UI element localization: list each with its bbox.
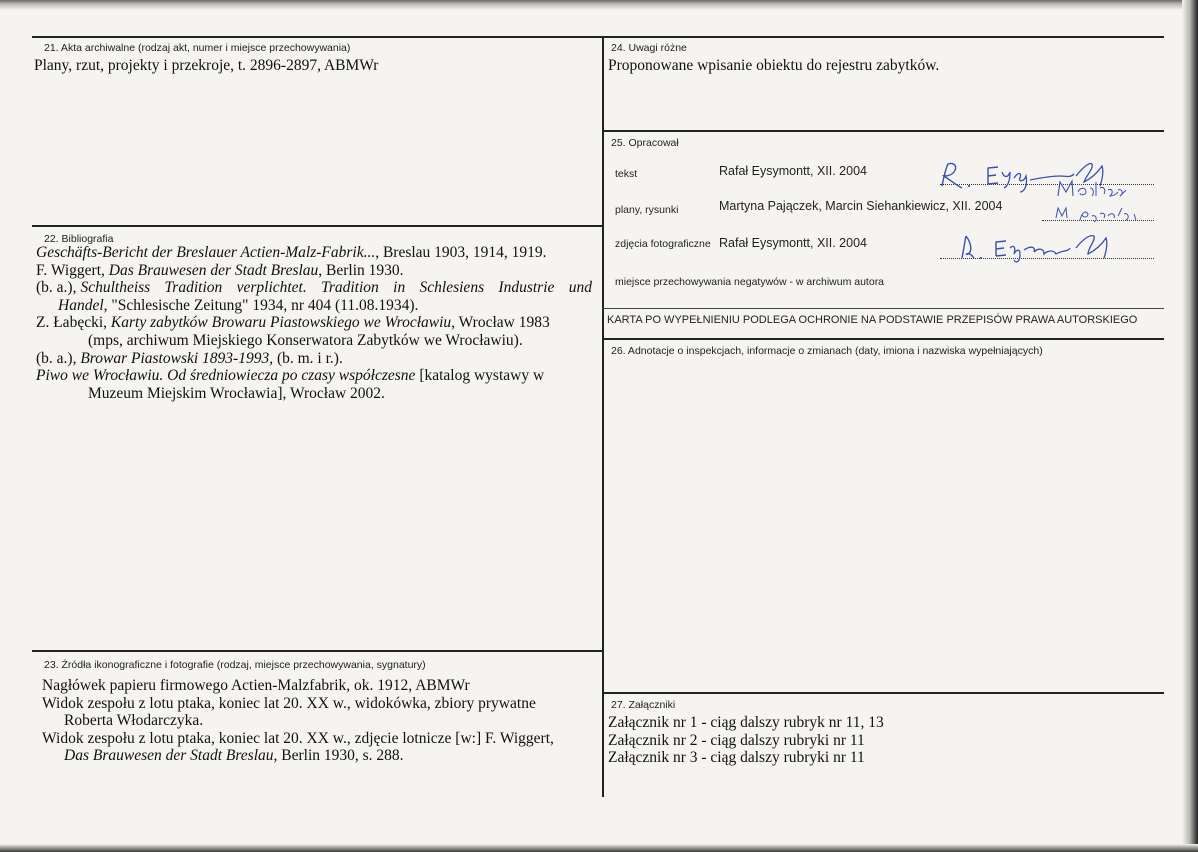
bibliography-entry: (b. a.), Browar Piastowski 1893-1993, (b. m. i r.). bbox=[36, 349, 343, 367]
bibliography-entry: Geschäfts-Bericht der Breslauer Actien-Malz-Fabrik..., Breslau 1903, 1914, 1919. bbox=[36, 244, 547, 261]
attachment-item: Załącznik nr 1 - ciąg dalszy rubryk nr 11, 13 bbox=[608, 714, 884, 731]
plany-value: Martyna Pajączek, Marcin Siehankiewicz, XII. 2004 bbox=[719, 199, 1003, 213]
tekst-value: Rafał Eysymontt, XII. 2004 bbox=[719, 164, 867, 178]
middle-divider bbox=[602, 36, 604, 797]
rule-copyright bbox=[602, 308, 1164, 309]
rule-21-22 bbox=[32, 225, 603, 227]
iconography-entry-cont: Das Brauwesen der Stadt Breslau, Berlin 1930, s. 288. bbox=[64, 747, 404, 765]
rule-22-23 bbox=[32, 650, 603, 652]
section-26-heading: 26. Adnotacje o inspekcjach, informacje o zmianach (daty, imiona i nazwiska wypełniających) bbox=[611, 345, 1043, 357]
section-27-heading: 27. Załączniki bbox=[611, 699, 676, 711]
bibliography-list bbox=[36, 244, 592, 402]
section-21-heading: 21. Akta archiwalne (rodzaj akt, numer i miejsce przechowywania) bbox=[44, 42, 351, 54]
copyright-notice: KARTA PO WYPEŁNIENIU PODLEGA OCHRONIE NA PODSTAWIE PRZEPISÓW PRAWA AUTORSKIEGO bbox=[607, 314, 1138, 326]
bibliography-entry: F. Wiggert, Das Brauwesen der Stadt Breslau, Berlin 1930. bbox=[36, 261, 404, 279]
zdjecia-label: zdjęcia fotograficzne bbox=[615, 238, 711, 250]
bibliography-entry: Piwo we Wrocławiu. Od średniowiecza po czasy współczesne [katalog wystawy w bbox=[36, 367, 545, 385]
bibliography-entry-cont: Muzeum Miejskim Wrocławia], Wrocław 2002. bbox=[88, 384, 385, 402]
rule-25-26 bbox=[602, 338, 1164, 340]
bibliography-entry-cont: (mps, archiwum Miejskiego Konserwatora Zabytków we Wrocławiu). bbox=[88, 331, 523, 349]
plany-label: plany, rysunki bbox=[615, 204, 679, 216]
section-24-heading: 24. Uwagi różne bbox=[611, 42, 687, 54]
bibliography-entry: Z. Łabęcki, Karty zabytków Browaru Piastowskiego we Wrocławiu, Wrocław 1983 bbox=[36, 314, 550, 332]
section-24-text: Proponowane wpisanie obiektu do rejestru zabytków. bbox=[608, 57, 940, 74]
rule-26-27 bbox=[602, 692, 1164, 694]
iconography-entry-cont: Roberta Włodarczyka. bbox=[64, 712, 204, 730]
section-23-heading: 23. Źródła ikonograficzne i fotografie (rodzaj, miejsce przechowywania, sygnatury) bbox=[44, 659, 426, 671]
top-rule bbox=[32, 36, 1164, 38]
iconography-list bbox=[42, 677, 554, 765]
bibliography-entry-cont: Handel, "Schlesische Zeitung" 1934, nr 404 (11.08.1934). bbox=[58, 296, 419, 314]
signature-2 bbox=[1044, 178, 1154, 228]
section-21-text: Plany, rzut, projekty i przekroje, t. 2896-2897, ABMWr bbox=[34, 57, 379, 74]
iconography-entry: Widok zespołu z lotu ptaka, koniec lat 20. XX w., zdjęcie lotnicze [w:] F. Wiggert, bbox=[42, 729, 554, 747]
scan-right-edge bbox=[1182, 0, 1198, 852]
section-22-heading: 22. Bibliografia bbox=[44, 233, 114, 245]
bibliography-entry: (b. a.), Schultheiss Tradition verplichtet. Tradition in Schlesiens Industrie und bbox=[36, 279, 592, 297]
attachment-item: Załącznik nr 3 - ciąg dalszy rubryki nr 11 bbox=[608, 749, 865, 767]
section-25-heading: 25. Opracował bbox=[611, 137, 679, 149]
negatives-location: miejsce przechowywania negatywów - w archiwum autora bbox=[615, 276, 885, 288]
attachment-item: Załącznik nr 2 - ciąg dalszy rubryki nr 11 bbox=[608, 731, 865, 749]
iconography-entry: Widok zespołu z lotu ptaka, koniec lat 20. XX w., widokówka, zbiory prywatne bbox=[42, 694, 536, 712]
zdjecia-value: Rafał Eysymontt, XII. 2004 bbox=[719, 236, 867, 250]
attachments-list bbox=[608, 714, 884, 767]
tekst-label: tekst bbox=[615, 168, 638, 180]
rule-24-25 bbox=[602, 130, 1164, 132]
signature-3 bbox=[952, 228, 1142, 268]
iconography-entry: Nagłówek papieru firmowego Actien-Malzfabrik, ok. 1912, ABMWr bbox=[42, 677, 470, 694]
scan-bottom-edge bbox=[0, 844, 1198, 852]
scan-top-edge bbox=[0, 0, 1198, 10]
